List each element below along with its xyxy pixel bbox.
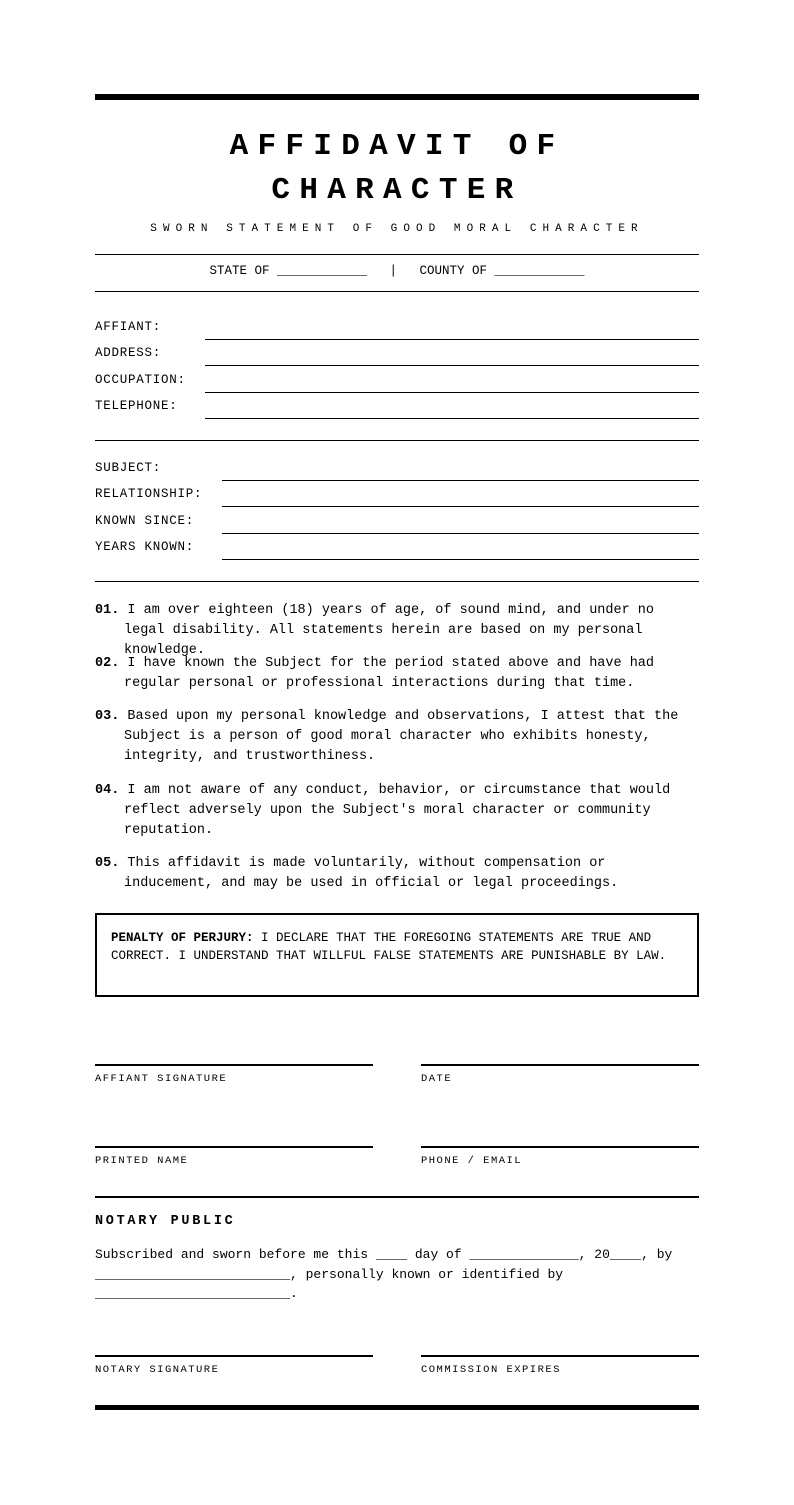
statement-text: I am over eighteen (18) years of age, of sound mind, and under no legal disability. All statements herein are based on my personal knowledge.	[124, 603, 655, 658]
statement-item	[95, 854, 699, 894]
divider	[95, 581, 699, 582]
statement-number: 01.	[95, 603, 120, 618]
statement-number: 02.	[95, 656, 120, 671]
subject-field[interactable]	[222, 480, 699, 481]
perjury-text: I DECLARE THAT THE FOREGOING STATEMENTS ARE TRUE AND CORRECT. I UNDERSTAND THAT WILLFUL FALSE STATEMENTS ARE PUNISHABLE BY LAW.	[111, 931, 667, 963]
years-known-field[interactable]	[222, 559, 699, 560]
telephone-label: TELEPHONE:	[95, 399, 178, 413]
notary-heading: NOTARY PUBLIC	[95, 1214, 236, 1229]
relationship-label: RELATIONSHIP:	[95, 487, 203, 501]
notary-signature-label: NOTARY SIGNATURE	[95, 1364, 220, 1376]
printed-name-line[interactable]	[95, 1146, 373, 1148]
commission-expires-label: COMMISSION EXPIRES	[421, 1364, 561, 1376]
divider	[95, 440, 699, 441]
statement-item	[95, 707, 699, 767]
date-label: DATE	[421, 1073, 453, 1085]
address-label: ADDRESS:	[95, 346, 162, 360]
affiant-signature-label: AFFIANT SIGNATURE	[95, 1073, 228, 1085]
affiant-signature-line[interactable]	[95, 1064, 373, 1066]
divider	[95, 1196, 699, 1198]
statement-item	[95, 601, 699, 661]
document-title-line-2: CHARACTER	[271, 173, 523, 208]
perjury-notice-box	[95, 913, 699, 997]
known-since-label: KNOWN SINCE:	[95, 514, 195, 528]
affiant-label: AFFIANT:	[95, 320, 162, 334]
divider	[95, 291, 699, 292]
statement-text: This affidavit is made voluntarily, without compensation or inducement, and may be used in official or legal proceedings.	[124, 856, 619, 891]
statement-text: I have known the Subject for the period stated above and have had regular personal or professional interactions during that time.	[124, 656, 655, 691]
occupation-field[interactable]	[205, 392, 699, 393]
document-subtitle: SWORN STATEMENT OF GOOD MORAL CHARACTER	[150, 223, 644, 235]
statement-text: Based upon my personal knowledge and observations, I attest that the Subject is a person of good moral character who exhibits honesty, integrity, and trustworthiness.	[124, 709, 679, 764]
jurisdiction-line: STATE OF ____________ | COUNTY OF ____________	[209, 264, 585, 278]
address-field[interactable]	[205, 365, 699, 366]
relationship-field[interactable]	[222, 506, 699, 507]
years-known-label: YEARS KNOWN:	[95, 540, 195, 554]
printed-name-label: PRINTED NAME	[95, 1155, 189, 1167]
affiant-field[interactable]	[205, 339, 699, 340]
statement-item	[95, 654, 699, 694]
phone-email-label: PHONE / EMAIL	[421, 1155, 523, 1167]
date-line[interactable]	[421, 1064, 699, 1066]
statement-number: 03.	[95, 709, 120, 724]
statement-text: I am not aware of any conduct, behavior, or circumstance that would reflect adversely upon the Subject's moral character or community reputation.	[124, 783, 671, 838]
statement-number: 04.	[95, 783, 120, 798]
commission-expires-line[interactable]	[421, 1355, 699, 1357]
divider	[95, 254, 699, 255]
phone-email-line[interactable]	[421, 1146, 699, 1148]
document-title-line-1: AFFIDAVIT OF	[229, 129, 565, 164]
bottom-border-rule	[95, 1405, 699, 1410]
known-since-field[interactable]	[222, 533, 699, 534]
notary-signature-line[interactable]	[95, 1355, 373, 1357]
perjury-heading: PENALTY OF PERJURY:	[111, 931, 254, 945]
subject-label: SUBJECT:	[95, 461, 162, 475]
notary-jurat-text: Subscribed and sworn before me this ____ day of ______________, 20____, by _________________________, personally known or identified by _________________________.	[95, 1247, 673, 1301]
telephone-field[interactable]	[205, 418, 699, 419]
statement-item	[95, 781, 699, 841]
occupation-label: OCCUPATION:	[95, 373, 186, 387]
top-border-rule	[95, 94, 699, 100]
statement-number: 05.	[95, 856, 120, 871]
